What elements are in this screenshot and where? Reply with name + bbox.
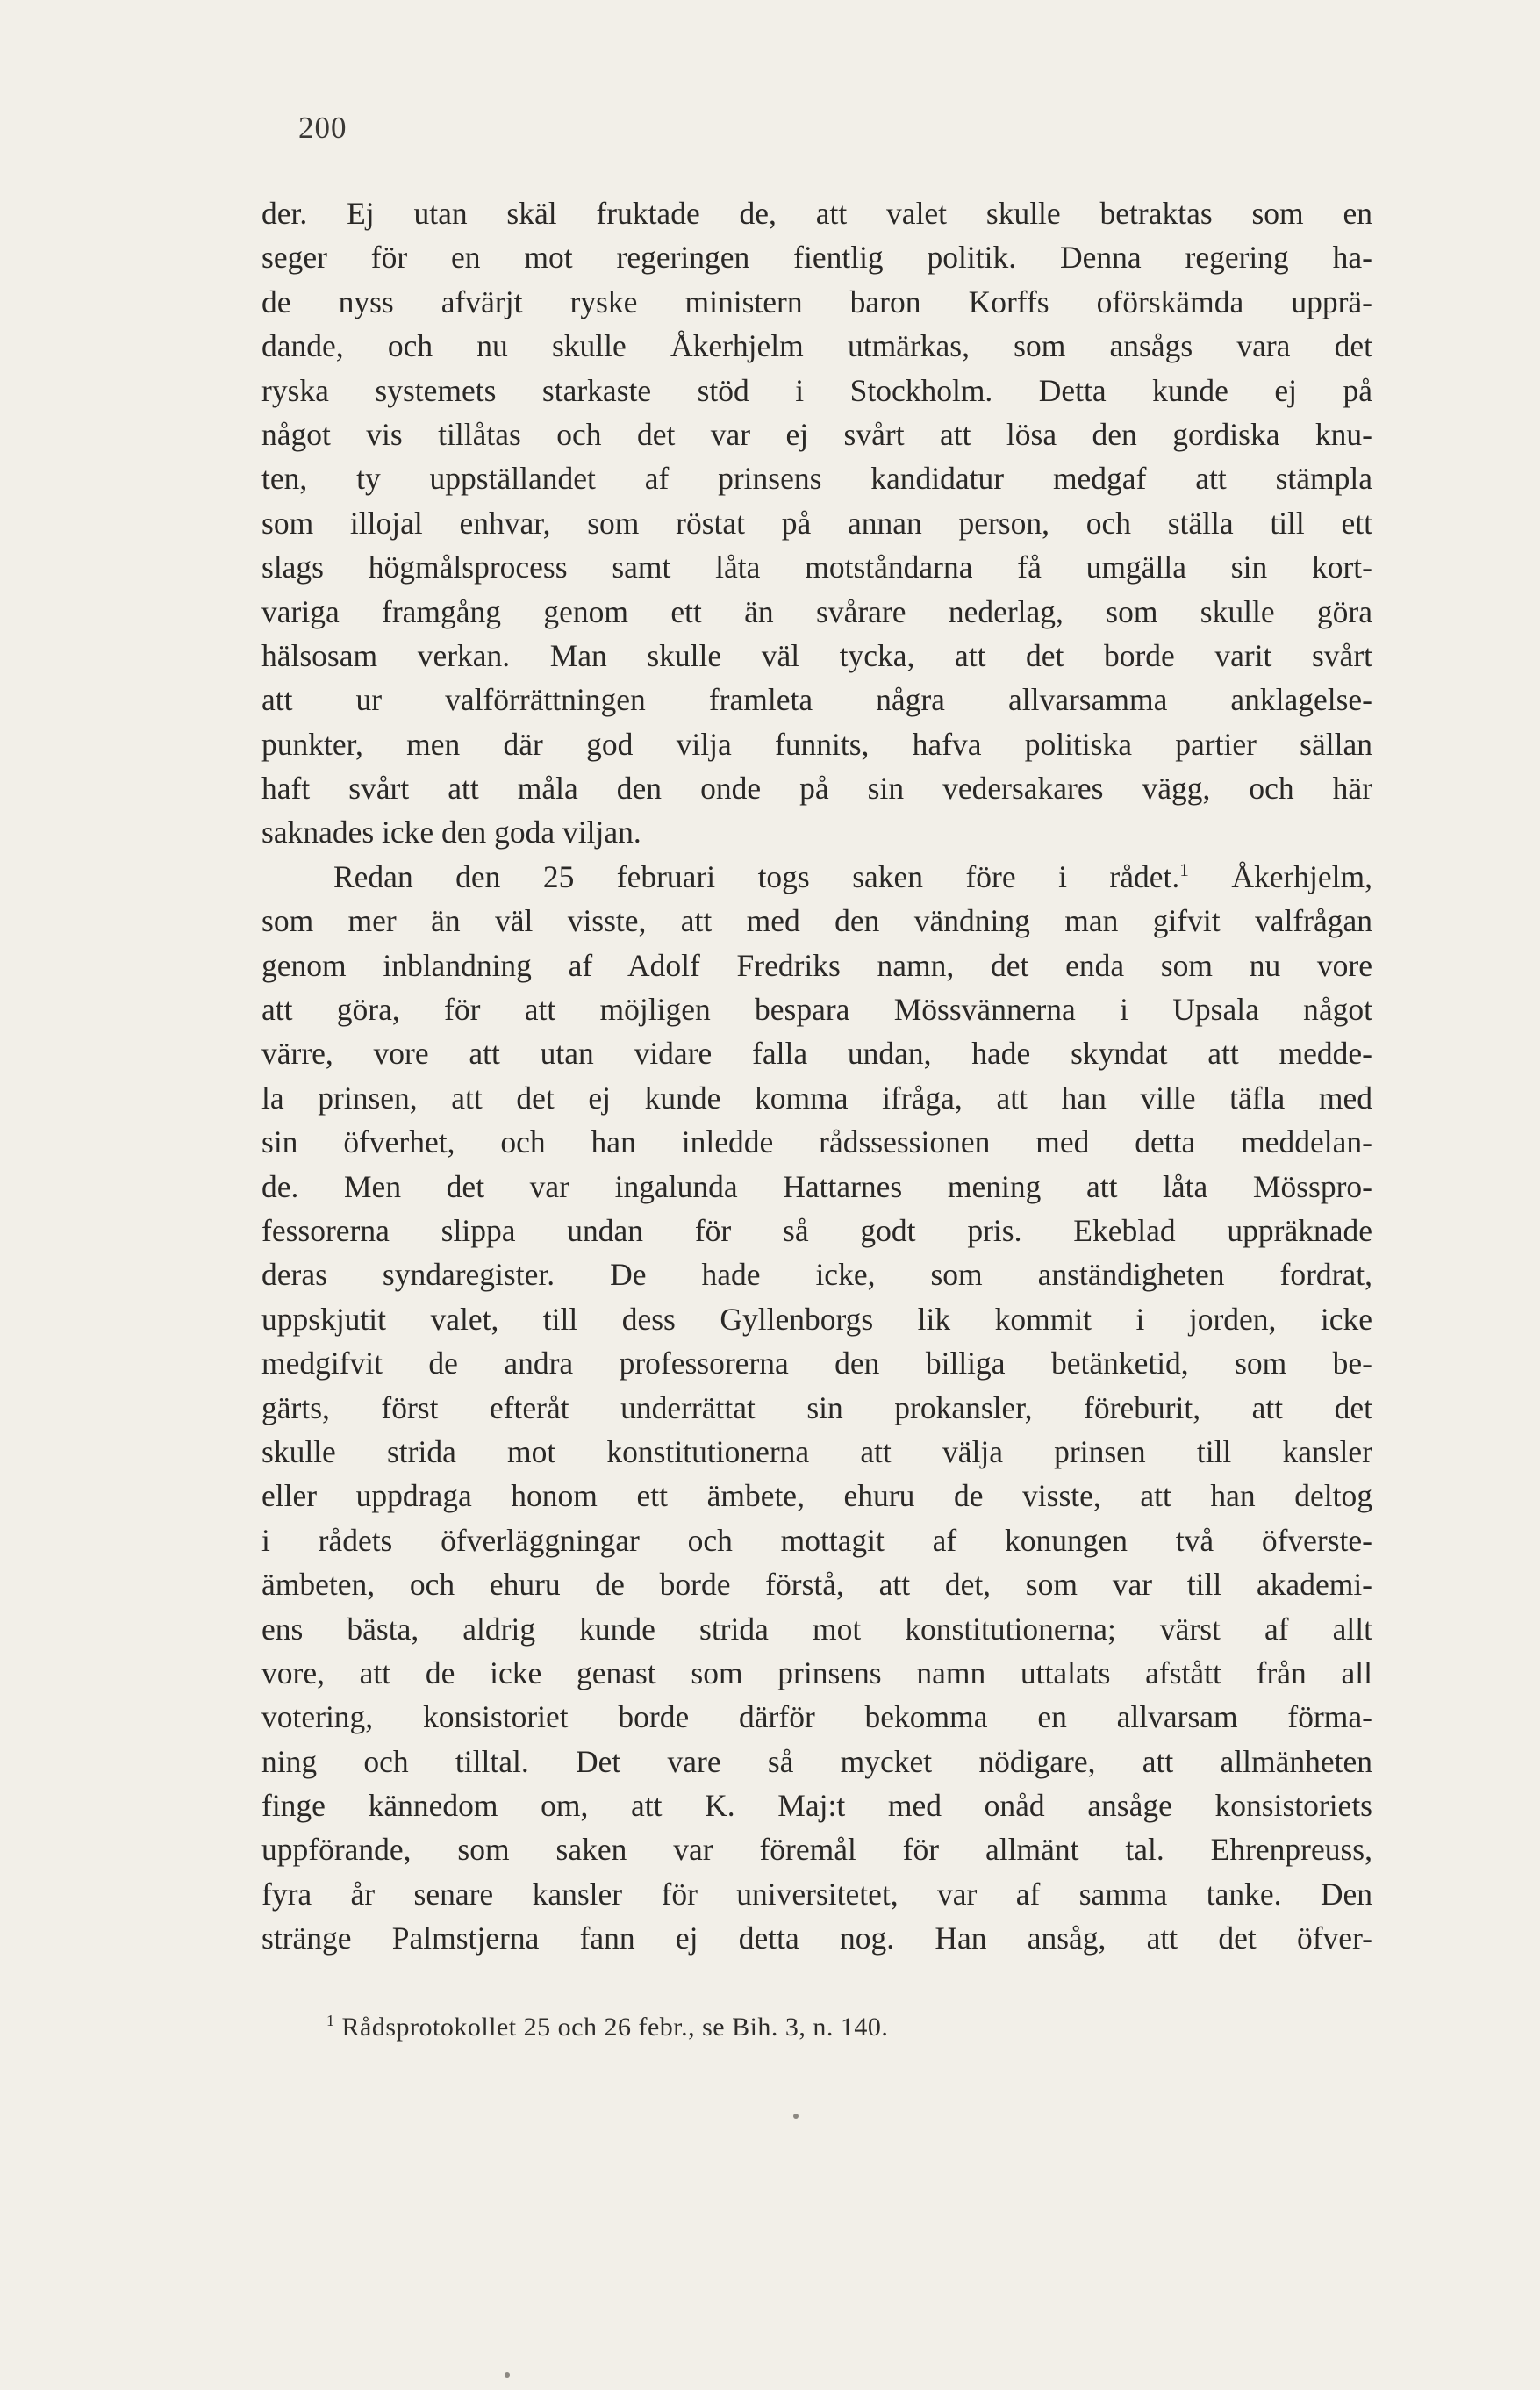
text-line: uppförande, som saken var föremål för allmänt tal. Ehrenpreuss, [261,1832,1372,1868]
text-fragment: Åkerhjelm, [1231,858,1372,894]
footnote-reference: 1 [1179,859,1189,881]
text-line: medgifvit de andra professorerna den billiga betänketid, som be- [261,1346,1372,1382]
text-line: seger för en mot regeringen fientlig politik. Denna regering ha- [261,240,1372,276]
text-line: deras syndaregister. De hade icke, som anständigheten fordrat, [261,1257,1372,1293]
text-line: fessorerna slippa undan för så godt pris. Ekeblad uppräknade [261,1212,1372,1248]
text-line: slags högmålsprocess samt låta motståndarna få umgälla sin kort- [261,549,1372,585]
text-line: hälsosam verkan. Man skulle väl tycka, att det borde varit svårt [261,637,1372,673]
text-line: genom inblandning af Adolf Fredriks namn, det enda som nu vore [261,947,1372,983]
text-line: i rådets öfverläggningar och mottagit af konungen två öfverste- [261,1522,1372,1558]
text-line: ning och tilltal. Det vare så mycket nödigare, att allmänheten [261,1743,1372,1779]
footnote-text: Rådsprotokollet 25 och 26 febr., se Bih. 3, n. 140. [341,2013,889,2042]
text-line: fyra år senare kansler för universitetet, var af samma tanke. Den [261,1876,1372,1912]
text-line: gärts, först efteråt underrättat sin prokansler, föreburit, att det [261,1389,1372,1425]
footnote [326,2010,888,2045]
footnote-marker: 1 [326,2012,335,2030]
paper-speck [793,2114,799,2119]
paper-speck [505,2372,510,2378]
text-line: värre, vore att utan vidare falla undan, hade skyndat att medde- [261,1036,1372,1072]
text-line: ryska systemets starkaste stöd i Stockholm. Detta kunde ej på [261,372,1372,408]
text-fragment: Redan den 25 februari togs saken före i rådet. [333,858,1180,894]
page-number: 200 [298,111,347,145]
text-line: votering, konsistoriet borde därför bekomma en allvarsam förma- [261,1699,1372,1735]
text-line: la prinsen, att det ej kunde komma ifråga, att han ville täfla med [261,1080,1372,1116]
text-line: stränge Palmstjerna fann ej detta nog. Han ansåg, att det öfver- [261,1920,1372,1956]
text-line: dande, och nu skulle Åkerhjelm utmärkas, som ansågs vara det [261,328,1372,364]
text-line: som mer än väl visste, att med den vändning man gifvit valfrågan [261,903,1372,939]
text-line: haft svårt att måla den onde på sin vedersakares vägg, och här [261,771,1372,807]
text-line: uppskjutit valet, till dess Gyllenborgs lik kommit i jorden, icke [261,1301,1372,1337]
body-text [261,191,1372,1961]
text-line: de. Men det var ingalunda Hattarnes mening att låta Mösspro- [261,1168,1372,1204]
text-line: att ur valförrättningen framleta några allvarsamma anklagelse- [261,682,1372,718]
text-line-with-footnote [261,855,1372,899]
text-line: som illojal enhvar, som röstat på annan person, och ställa till ett [261,505,1372,541]
text-line: punkter, men där god vilja funnits, hafva politiska partier sällan [261,726,1372,762]
text-line: ens bästa, aldrig kunde strida mot konstitutionerna; värst af allt [261,1611,1372,1647]
text-line: finge kännedom om, att K. Maj:t med onåd ansåge konsistoriets [261,1788,1372,1824]
text-line: vore, att de icke genast som prinsens namn uttalats afstått från all [261,1654,1372,1690]
text-line: ten, ty uppställandet af prinsens kandidatur medgaf att stämpla [261,461,1372,497]
text-line: der. Ej utan skäl fruktade de, att valet skulle betraktas som en [261,196,1372,231]
text-line: sin öfverhet, och han inledde rådssessionen med detta meddelan- [261,1124,1372,1160]
text-line: saknades icke den goda viljan. [261,815,641,850]
text-line: att göra, för att möjligen bespara Mössvännerna i Upsala något [261,992,1372,1028]
text-line: skulle strida mot konstitutionerna att välja prinsen till kansler [261,1433,1372,1469]
text-line: något vis tillåtas och det var ej svårt att lösa den gordiska knu- [261,416,1372,452]
text-line: de nyss afvärjt ryske ministern baron Korffs oförskämda upprä- [261,283,1372,319]
text-line: ämbeten, och ehuru de borde förstå, att det, som var till akademi- [261,1567,1372,1603]
text-line: eller uppdraga honom ett ämbete, ehuru de visste, att han deltog [261,1478,1372,1514]
text-line: variga framgång genom ett än svårare nederlag, som skulle göra [261,593,1372,629]
